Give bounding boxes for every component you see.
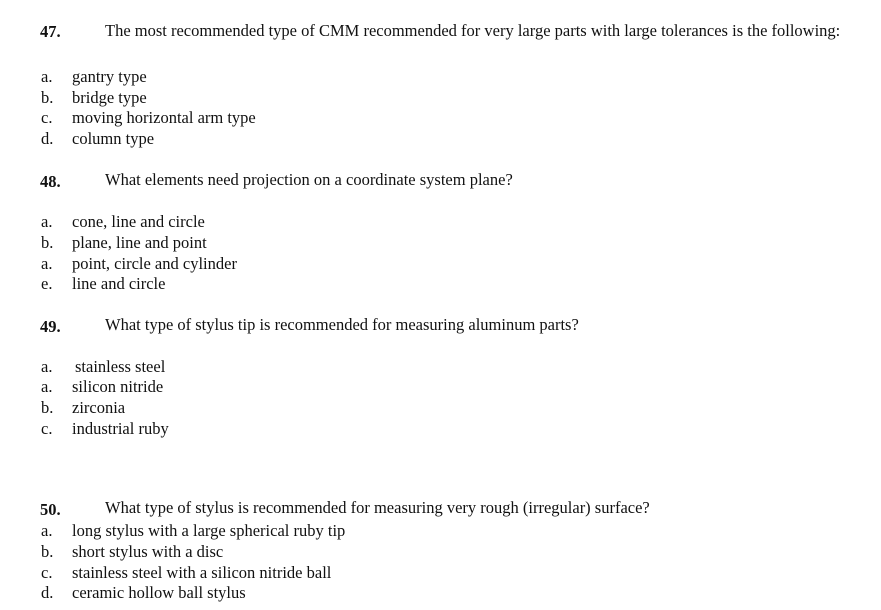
question-number: 50. [40, 500, 61, 519]
option-letter: d. [41, 583, 54, 602]
option-text: silicon nitride [72, 377, 164, 396]
option-text: moving horizontal arm type [72, 108, 256, 127]
option-letter: a. [41, 254, 53, 273]
option-letter: b. [41, 233, 54, 252]
option-text: point, circle and cylinder [72, 254, 237, 273]
option-letter: a. [41, 521, 53, 540]
question-number: 48. [40, 172, 61, 191]
option-text: cone, line and circle [72, 212, 205, 231]
question-text: The most recommended type of CMM recommended for very large parts with large tolerances is the following: [105, 21, 841, 40]
option-text: industrial ruby [72, 419, 169, 438]
option-text: ceramic hollow ball stylus [72, 583, 246, 602]
option-letter: e. [41, 274, 53, 293]
question-text: What elements need projection on a coordinate system plane? [105, 170, 513, 189]
option-letter: a. [41, 212, 53, 231]
option-text: long stylus with a large spherical ruby tip [72, 521, 346, 540]
option-text: bridge type [72, 88, 147, 107]
option-text: line and circle [72, 274, 166, 293]
option-letter: a. [41, 377, 53, 396]
option-text: column type [72, 129, 155, 148]
option-text: short stylus with a disc [72, 542, 224, 561]
option-letter: c. [41, 419, 53, 438]
option-letter: a. [41, 357, 53, 376]
option-letter: d. [41, 129, 54, 148]
option-text: stainless steel [75, 357, 166, 376]
option-text: gantry type [72, 67, 147, 86]
option-letter: c. [41, 108, 53, 127]
question-number: 49. [40, 317, 61, 336]
option-text: stainless steel with a silicon nitride ball [72, 563, 332, 582]
question-text: What type of stylus is recommended for measuring very rough (irregular) surface? [105, 498, 650, 517]
option-letter: b. [41, 88, 54, 107]
question-text: What type of stylus tip is recommended for measuring aluminum parts? [105, 315, 579, 334]
option-text: plane, line and point [72, 233, 207, 252]
question-number: 47. [40, 22, 61, 41]
option-letter: a. [41, 67, 53, 86]
option-letter: c. [41, 563, 53, 582]
option-text: zirconia [72, 398, 126, 417]
option-letter: b. [41, 398, 54, 417]
option-letter: b. [41, 542, 54, 561]
